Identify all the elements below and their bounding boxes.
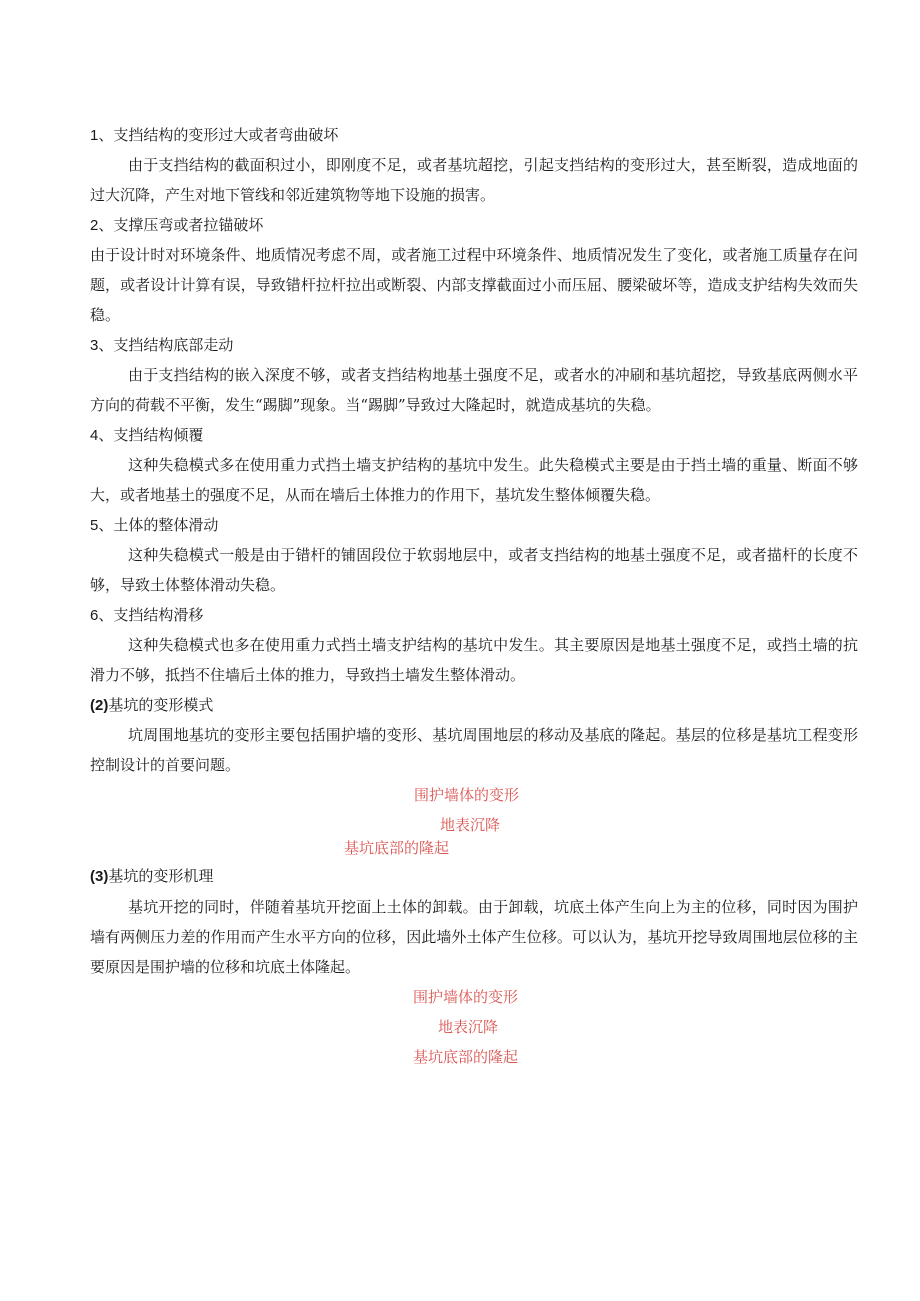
label-base-heave: 基坑底部的隆起: [344, 839, 450, 857]
heading-text: 支挡结构底部走动: [113, 336, 234, 354]
label-surface-settlement: 地表沉降: [438, 1018, 499, 1036]
section-1-body: 由于支挡结构的截面积过小，即刚度不足，或者基坑超挖，引起支挡结构的变形过大，甚至断裂，造成地面的过大沉降，产生对地下管线和邻近建筑物等地下设施的损害。: [90, 156, 858, 204]
heading-text: 支挡结构滑移: [113, 606, 204, 624]
label-wall-deformation: 围护墙体的变形: [413, 988, 519, 1006]
heading-text: 支挡结构倾覆: [113, 426, 204, 444]
heading-number: 5: [90, 517, 99, 534]
heading-number: 4: [90, 427, 99, 444]
heading-separator: 、: [98, 606, 114, 624]
heading-text: 支撑压弯或者拉锚破坏: [113, 216, 264, 234]
section-6-heading: [90, 605, 203, 626]
section-3-body: 由于支挡结构的嵌入深度不够，或者支挡结构地基土强度不足，或者水的冲刷和基坑超挖，导致基底两侧水平方向的荷载不平衡，发生“踢脚”现象。当“踢脚”导致过大隆起时，就造成基坑的失稳。: [90, 366, 858, 414]
section-4-body: 这种失稳模式多在使用重力式挡土墙支护结构的基坑中发生。此失稳模式主要是由于挡土墙的重量、断面不够大，或者地基土的强度不足，从而在墙后土体推力的作用下，基坑发生整体倾覆失稳。: [90, 456, 858, 504]
section-2-heading: [90, 215, 263, 236]
section-5-heading: [90, 515, 218, 536]
section-3-heading: [90, 335, 233, 356]
heading-separator: 、: [98, 426, 114, 444]
heading-text: 基坑的变形模式: [108, 696, 214, 714]
heading-text: 土体的整体滑动: [113, 516, 219, 534]
heading-separator: 、: [98, 126, 114, 144]
part-3-body: 基坑开挖的同时，伴随着基坑开挖面上土体的卸载。由于卸载，坑底土体产生向上为主的位移，同时因为围护墙有两侧压力差的作用而产生水平方向的位移，因此墙外土体产生位移。可以认为，基坑开挖导致周围地层位移的主要原因是围护墙的位移和坑底土体隆起。: [90, 898, 858, 976]
heading-separator: 、: [98, 216, 114, 234]
label-wall-deformation: 围护墙体的变形: [414, 786, 520, 804]
label-base-heave: 基坑底部的隆起: [413, 1048, 519, 1066]
heading-number: 1: [90, 127, 99, 144]
part-3-heading: [90, 866, 213, 887]
section-6-body: 这种失稳模式也多在使用重力式挡土墙支护结构的基坑中发生。其主要原因是地基土强度不足，或挡土墙的抗滑力不够，抵挡不住墙后土体的推力，导致挡土墙发生整体滑动。: [90, 636, 858, 684]
heading-text: 支挡结构的变形过大或者弯曲破坏: [113, 126, 339, 144]
heading-number: (3): [90, 868, 109, 885]
heading-number: 2: [90, 217, 99, 234]
section-4-heading: [90, 425, 203, 446]
section-2-body: 由于设计时对环境条件、地质情况考虑不周，或者施工过程中环境条件、地质情况发生了变化，或者施工质量存在问题，或者设计计算有误，导致错杆拉杆拉出或断裂、内部支撑截面过小而压屈、腰梁破坏等，造成支护结构失效而失稳。: [90, 246, 858, 324]
heading-separator: 、: [98, 516, 114, 534]
heading-number: (2): [90, 697, 109, 714]
heading-number: 6: [90, 607, 99, 624]
part-2-body: 坑周围地基坑的变形主要包括围护墙的变形、基坑周围地层的移动及基底的隆起。基层的位移是基坑工程变形控制设计的首要问题。: [90, 726, 858, 774]
heading-number: 3: [90, 337, 99, 354]
heading-separator: 、: [98, 336, 114, 354]
heading-text: 基坑的变形机理: [108, 867, 214, 885]
section-5-body: 这种失稳模式一般是由于错杆的铺固段位于软弱地层中，或者支挡结构的地基土强度不足，或者描杆的长度不够，导致土体整体滑动失稳。: [90, 546, 858, 594]
part-2-heading: [90, 695, 213, 716]
section-1-heading: [90, 125, 338, 146]
label-surface-settlement: 地表沉降: [440, 816, 501, 834]
